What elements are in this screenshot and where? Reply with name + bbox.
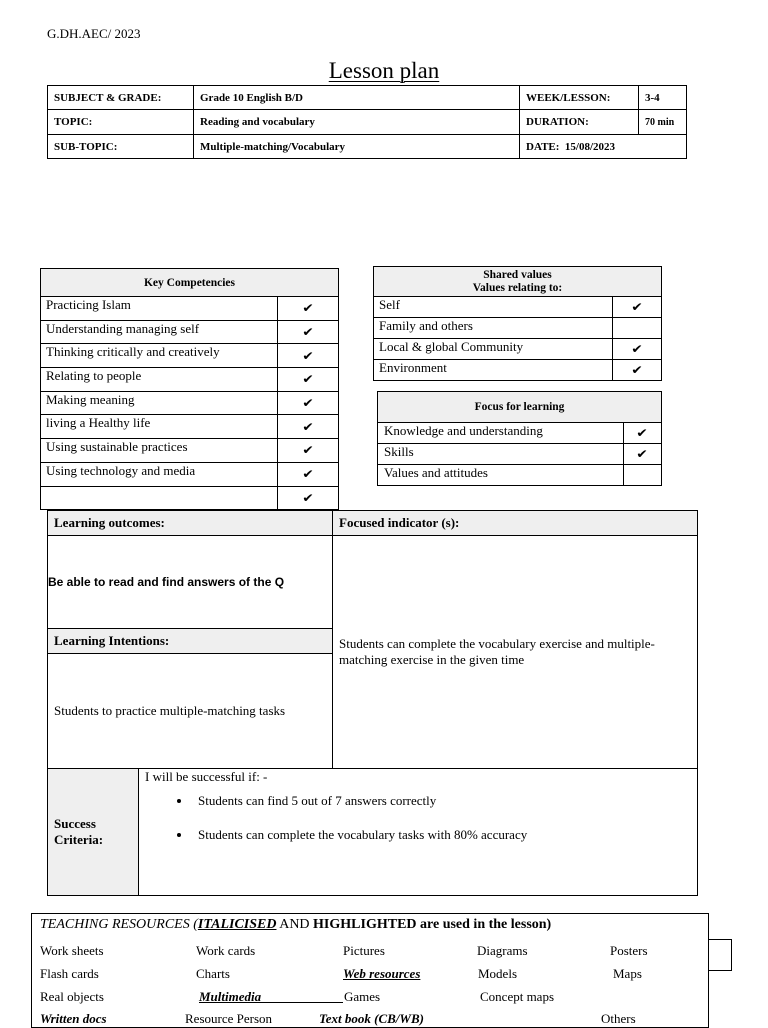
date-value: 15/08/2023 [564,140,616,153]
week-label: WEEK/LESSON: [520,86,639,110]
key-competency-check-cell [278,320,339,344]
shared-values-title-line1: Shared values [483,268,552,281]
key-competencies-table [40,268,339,510]
checkmark-icon: ✔ [302,372,314,387]
key-competency-check-cell [278,344,339,368]
shared-value-row [374,360,662,381]
shared-value-check-cell [613,297,662,318]
learning-outcomes-label: Learning outcomes: [48,511,333,536]
focus-item-label: Knowledge and understanding [378,423,624,444]
shared-value-label: Family and others [374,318,613,339]
key-competency-label: Using sustainable practices [41,439,278,463]
checkmark-icon: ✔ [631,363,643,377]
focus-item-row [378,465,662,486]
topic-value: Reading and vocabulary [194,110,520,135]
key-competency-row [41,297,339,321]
key-competency-check-cell [278,391,339,415]
subtopic-label: SUB-TOPIC: [48,135,194,159]
key-competency-row [41,368,339,392]
focus-for-learning-title: Focus for learning [378,392,662,423]
subject-label: SUBJECT & GRADE: [48,86,194,110]
subject-value: Grade 10 English B/D [194,86,520,110]
shared-value-label: Local & global Community [374,339,613,360]
key-competencies-title: Key Competencies [41,269,339,297]
checkmark-icon: ✔ [302,490,314,505]
key-competency-row [41,391,339,415]
shared-value-row [374,318,662,339]
heading-part3: AND [276,917,314,932]
success-criteria-item: • Students can complete the vocabulary tasks with 80% accuracy [192,827,691,843]
learning-intentions-label: Learning Intentions: [48,629,333,654]
teaching-resources-heading [40,917,551,933]
success-criteria-label: Success Criteria: [48,769,139,896]
focus-for-learning-table [377,391,662,486]
key-competency-row [41,462,339,486]
shared-value-check-cell [613,318,662,339]
checkmark-icon: ✔ [302,301,314,316]
duration-label: DURATION: [520,110,639,135]
key-competency-check-cell [278,415,339,439]
checkmark-icon: ✔ [302,348,314,363]
checkmark-icon: ✔ [302,419,314,434]
resource-games: Games [344,989,381,1004]
learning-outcomes-text: Be able to read and find answers of the Q [48,536,333,629]
resource-maps: Maps [613,966,642,981]
shared-value-label: Self [374,297,613,318]
focus-item-label: Values and attitudes [378,465,624,486]
topic-label: TOPIC: [48,110,194,135]
shared-value-row [374,339,662,360]
resource-text-book: Text book (CB/WB) [319,1011,424,1026]
multimedia-underline [199,1002,343,1003]
resource-concept-maps: Concept maps [480,989,555,1004]
key-competency-row [41,486,339,510]
date-cell [520,135,687,159]
shared-value-check-cell [613,360,662,381]
resource-diagrams: Diagrams [477,943,528,958]
date-label: DATE: [526,140,560,153]
focus-item-check-cell [624,423,662,444]
resource-work-cards: Work cards [196,943,256,958]
subtopic-value: Multiple-matching/Vocabulary [194,135,520,159]
key-competency-label: Understanding managing self [41,320,278,344]
document-code: G.DH.AEC/ 2023 [47,26,141,41]
resource-web-resources: Web resources [343,966,421,981]
heading-part1: TEACHING RESOURCES ( [40,917,198,932]
learning-table [47,510,698,896]
heading-part2: ITALICISED [197,917,277,932]
side-box [709,939,732,971]
shared-value-label: Environment [374,360,613,381]
resource-resource-person: Resource Person [185,1011,273,1026]
focused-indicator-text: Students can complete the vocabulary exercise and multiple-matching exercise in the given time [333,536,698,769]
shared-values-title-line2: Values relating to: [472,281,563,294]
key-competency-row [41,344,339,368]
resource-real-objects: Real objects [40,989,104,1004]
key-competency-check-cell [278,486,339,510]
focused-indicator-label: Focused indicator (s): [333,511,698,536]
shared-value-row [374,297,662,318]
resource-flash-cards: Flash cards [40,966,99,981]
shared-values-table [373,266,662,381]
resource-models: Models [478,966,517,981]
success-criteria-body [139,769,698,896]
heading-part4: HIGHLIGHTED are used in the lesson) [313,917,552,932]
success-criteria-intro: I will be successful if: - [145,769,268,784]
key-competency-label: Practicing Islam [41,297,278,321]
success-criteria-list [145,793,691,843]
key-competency-row [41,320,339,344]
resource-work-sheets: Work sheets [40,943,104,958]
learning-intentions-text: Students to practice multiple-matching tasks [48,654,333,769]
checkmark-icon: ✔ [302,443,314,458]
key-competency-check-cell [278,297,339,321]
resource-posters: Posters [610,943,648,958]
focus-item-check-cell [624,465,662,486]
key-competency-row [41,439,339,463]
key-competency-label: Using technology and media [41,462,278,486]
key-competency-label: Relating to people [41,368,278,392]
key-competency-row [41,415,339,439]
focus-item-label: Skills [378,444,624,465]
focus-item-row [378,423,662,444]
key-competency-label: Thinking critically and creatively [41,344,278,368]
resource-charts: Charts [196,966,230,981]
duration-value: 70 min [639,110,687,135]
key-competency-check-cell [278,439,339,463]
key-competency-label: living a Healthy life [41,415,278,439]
checkmark-icon: ✔ [302,396,314,411]
shared-values-title [374,267,662,297]
focus-item-row [378,444,662,465]
key-competency-label: Making meaning [41,391,278,415]
resource-written-docs: Written docs [40,1011,107,1026]
checkmark-icon: ✔ [631,342,643,356]
checkmark-icon: ✔ [636,426,649,440]
checkmark-icon: ✔ [302,467,314,482]
shared-value-check-cell [613,339,662,360]
checkmark-icon: ✔ [631,300,643,314]
resource-pictures: Pictures [343,943,385,958]
resource-multimedia: Multimedia [199,989,262,1004]
focus-item-check-cell [624,444,662,465]
lesson-info-table [47,85,687,159]
page-title: Lesson plan [328,58,440,83]
checkmark-icon: ✔ [302,325,314,340]
resource-others: Others [601,1011,636,1026]
key-competency-label [41,486,278,510]
checkmark-icon: ✔ [636,447,649,461]
key-competency-check-cell [278,368,339,392]
key-competency-check-cell [278,462,339,486]
teaching-resources-box [31,913,709,1028]
success-criteria-item: • Students can find 5 out of 7 answers correctly [192,793,691,809]
week-value: 3-4 [639,86,687,110]
